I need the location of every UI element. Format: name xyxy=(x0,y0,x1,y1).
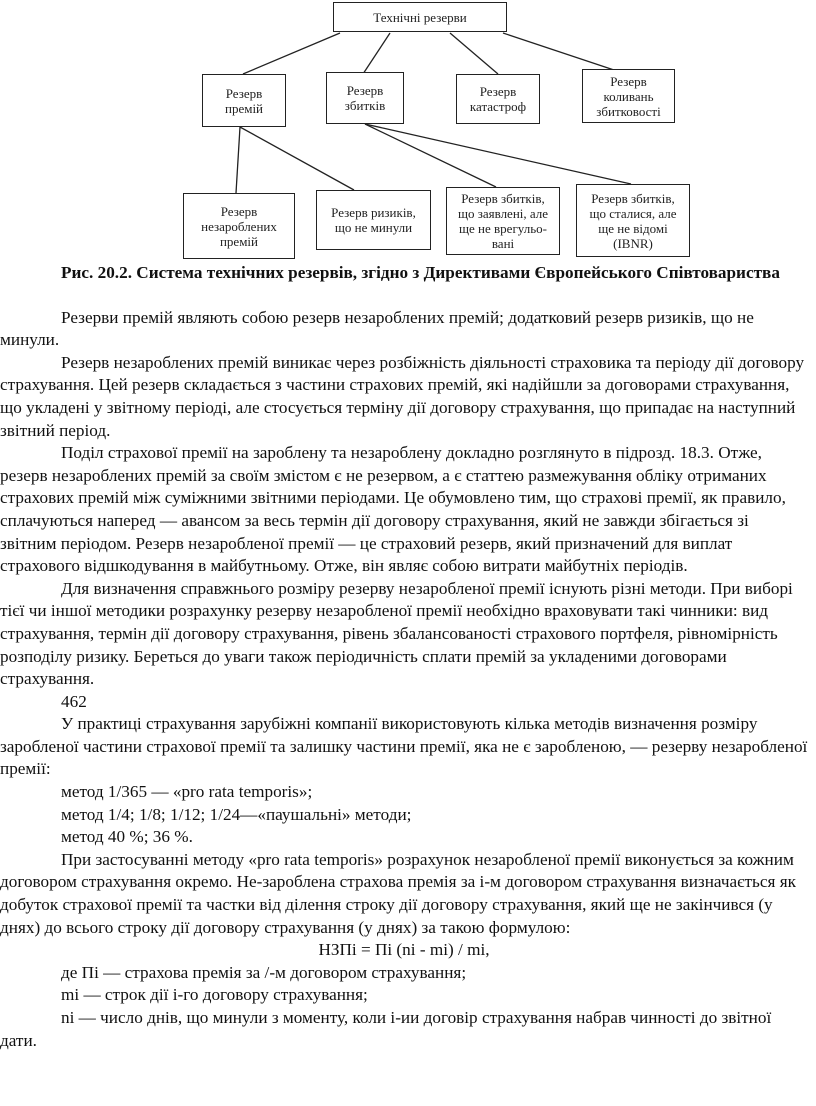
node-reported-losses-reserve: Резерв збитків, що заявлені, але ще не врегульо- вані xyxy=(446,187,560,255)
figure-caption: Рис. 20.2. Система технічних резервів, згідно з Директивами Європейського Співтовариства xyxy=(61,263,780,282)
paragraph: У практиці страхування зарубіжні компанії використовують кілька методів визначення розміру заробленої частини страхової премії та залишку частини премії, яка не є заробленою, — резерву незаробленої премії: xyxy=(0,714,808,779)
definition: де Пі — страхова премія за /-м договором страхування; xyxy=(61,962,467,982)
node-loss-reserve: Резерв збитків xyxy=(326,72,404,124)
node-catastrophe-reserve: Резерв катастроф xyxy=(456,74,540,124)
connector-root-catastrophe xyxy=(450,33,498,74)
document-body xyxy=(0,262,808,1052)
node-fluctuation-reserve: Резерв коливань збитковості xyxy=(582,69,675,123)
node-unearned-premium-reserve: Резерв незароблених премій xyxy=(183,193,295,259)
technical-reserves-diagram xyxy=(0,0,816,262)
method-item: метод 40 %; 36 %. xyxy=(61,827,193,847)
paragraph: При застосуванні методу «pro rata temporis» розрахунок незаробленої премії виконується за кожним договором страхування окремо. Не-зароблена страхова премія за і-м договором страхування визначається як добуток страхової премії та частки від ділення строку дії договору страхування, який ще не закінчився (у днях) до всього строку дії договору страхування (у днях) за такою формулою: xyxy=(0,849,796,937)
formula: НЗПі = Пі (ni - mi) / mi, xyxy=(318,940,490,960)
node-technical-reserves: Технічні резерви xyxy=(333,2,507,32)
paragraph: Резерви премій являють собою резерв незароблених премій; додатковий резерв ризиків, що не минули. xyxy=(0,307,754,350)
connector-root-fluctuation xyxy=(503,33,626,74)
connector-premium-unearned xyxy=(236,127,240,193)
paragraph: Поділ страхової премії на зароблену та незароблену докладно розглянуто в підрозд. 18.3. Отже, резерв незароблених премій за своїм змістом є не резервом, а є статтею размежування обліку отриманих страхових премій між суміжними звітними періодами. Це обумовлено тим, що страхові премії, як правило, сплачуються наперед — авансом за весь термін дії договору страхування, який не завжди збігається зі звітним періодом. Резерв незаробленої премії — це страховий резерв, який призначений для виплат страхового відшкодування в майбутньому. Отже, він являє собою витрати майбутніх періодів. xyxy=(0,443,786,576)
node-ibnr-reserve: Резерв збитків, що сталися, але ще не відомі (IBNR) xyxy=(576,184,690,257)
node-unexpired-risk-reserve: Резерв ризиків, що не минули xyxy=(316,190,431,250)
node-premium-reserve: Резерв премій xyxy=(202,74,286,127)
connector-premium-unexpired xyxy=(240,127,354,190)
method-item: метод 1/4; 1/8; 1/12; 1/24—«паушальні» методи; xyxy=(61,804,412,824)
connector-root-premium xyxy=(243,33,340,74)
page-number: 462 xyxy=(61,691,87,711)
connector-root-losses xyxy=(363,33,390,74)
paragraph: Резерв незароблених премій виникає через розбіжність діяльності страховика та періоду дії договору страхування. Цей резерв складається з частини страхових премій, які надійшли за договорами страхування, що укладені у звітному періоді, але стосується терміну дії договору страхування, що припадає на наступний звітний період. xyxy=(0,352,805,440)
definition: ni — число днів, що минули з моменту, коли і-ии договір страхування набрав чинності до звітної дати. xyxy=(0,1008,772,1050)
connector-losses-reported xyxy=(365,124,496,187)
paragraph: Для визначення справжнього розміру резерву незаробленої премії існують різні методи. При виборі тієї чи іншої методики розрахунку резерву незаробленої премії необхідно враховувати такі чинники: вид страхування, термін дії договору страхування, рівень збалансованості страхового портфеля, рівномірність розподілу ризику. Береться до уваги також періодичність сплати премій за укладеними договорами страхування. xyxy=(0,578,793,689)
method-item: метод 1/365 — «pro rata temporis»; xyxy=(61,782,313,802)
connector-losses-ibnr xyxy=(365,124,631,184)
definition: mi — строк дії і-го договору страхування; xyxy=(61,985,368,1005)
